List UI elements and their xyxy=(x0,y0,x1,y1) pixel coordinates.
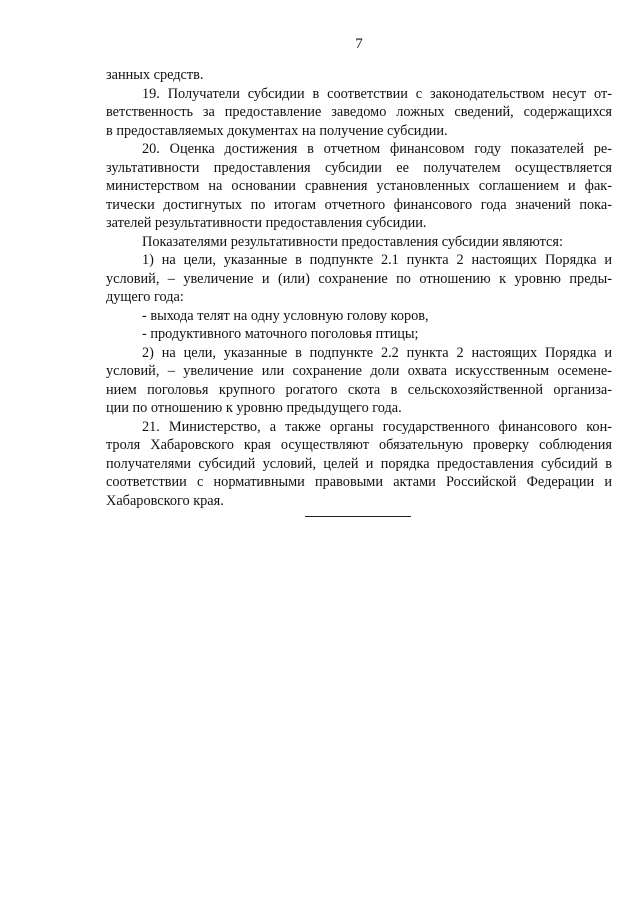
text-line: троля Хабаровского края осуществляют обязательную проверку соблюдения xyxy=(106,437,612,453)
text-line: соответствии с нормативными правовыми актами Российской Федерации и xyxy=(106,474,612,490)
end-separator-line xyxy=(305,516,411,517)
text-line: зателей результативности предоставления субсидии. xyxy=(106,215,427,231)
text-line: дущего года: xyxy=(106,289,184,305)
text-line: 1) на цели, указанные в подпункте 2.1 пункта 2 настоящих Порядка и xyxy=(142,252,612,268)
text-line: тически достигнутых по итогам отчетного финансового года значений пока- xyxy=(106,196,612,213)
text-line: 19. Получатели субсидии в соответствии с законодательством несут от- xyxy=(142,85,612,102)
text-line: получателями субсидий условий, целей и порядка предоставления субсидий в xyxy=(106,455,612,472)
document-body xyxy=(106,66,612,510)
text-line: 21. Министерство, а также органы государственного финансового кон- xyxy=(142,418,612,435)
text-line: зультативности предоставления субсидии ее получателем осуществляется xyxy=(106,159,612,176)
text-line: ветственность за предоставление заведомо ложных сведений, содержащихся xyxy=(106,104,612,120)
text-line: нием поголовья крупного рогатого скота в сельскохозяйственной организа- xyxy=(106,381,612,398)
text-line: условий, – увеличение и (или) сохранение по отношению к уровню преды- xyxy=(106,270,612,287)
text-line: Хабаровского края. xyxy=(106,492,224,509)
text-line: - продуктивного маточного поголовья птицы; xyxy=(142,326,419,342)
text-line: 2) на цели, указанные в подпункте 2.2 пункта 2 настоящих Порядка и xyxy=(142,344,612,361)
text-line: ции по отношению к уровню предыдущего года. xyxy=(106,400,402,416)
text-line: в предоставляемых документах на получение субсидии. xyxy=(106,122,448,139)
text-line: занных средств. xyxy=(106,67,204,83)
text-line: Показателями результативности предоставления субсидии являются: xyxy=(142,233,563,250)
text-line: - выхода телят на одну условную голову коров, xyxy=(142,307,429,324)
text-line: 20. Оценка достижения в отчетном финансовом году показателей ре- xyxy=(142,141,612,157)
page-number: 7 xyxy=(355,36,363,52)
text-line: условий, – увеличение или сохранение доли охвата искусственным осемене- xyxy=(106,363,612,379)
text-line: министерством на основании сравнения установленных соглашением и фак- xyxy=(106,178,612,194)
